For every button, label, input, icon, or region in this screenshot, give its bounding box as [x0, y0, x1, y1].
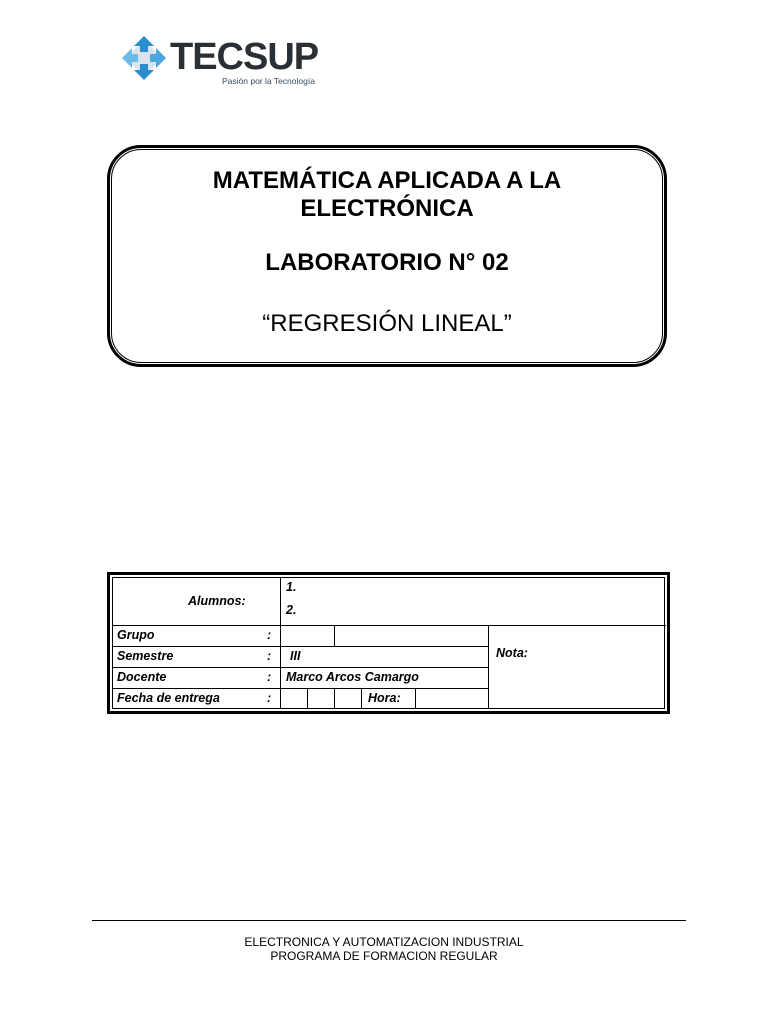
- grid-line: [307, 688, 308, 709]
- tecsup-emblem-icon: [120, 34, 168, 82]
- footer-program: PROGRAMA DE FORMACION REGULAR: [270, 949, 498, 963]
- tecsup-logo: [120, 34, 320, 90]
- footer-department: ELECTRONICA Y AUTOMATIZACION INDUSTRIAL: [244, 935, 524, 949]
- fecha-colon: :: [267, 691, 272, 705]
- course-title-text: MATEMÁTICA APLICADA A LA ELECTRÓNICA: [212, 167, 562, 222]
- grid-line: [488, 625, 489, 709]
- grid-line: [334, 625, 335, 646]
- semestre-label: Semestre: [117, 649, 174, 663]
- semestre-value: III: [290, 649, 301, 663]
- grupo-label: Grupo: [117, 628, 155, 642]
- fecha-label: Fecha de entrega: [117, 691, 220, 705]
- semestre-colon: :: [267, 649, 272, 663]
- lab-number: LABORATORIO N° 02: [265, 249, 509, 276]
- grupo-field[interactable]: [282, 626, 332, 645]
- grupo-colon: :: [267, 628, 272, 642]
- grid-line: [280, 577, 281, 709]
- alumnos-label: Alumnos:: [188, 594, 246, 608]
- alumno-2-field[interactable]: 2.: [286, 603, 297, 617]
- alumno-1-field[interactable]: 1.: [286, 580, 297, 594]
- grid-line: [112, 625, 666, 626]
- grid-line: [361, 688, 362, 709]
- docente-colon: :: [267, 670, 272, 684]
- grid-line: [415, 688, 416, 709]
- logo-wordmark: TECSUP: [170, 36, 319, 78]
- grid-line: [112, 667, 488, 668]
- nota-label: Nota:: [496, 646, 528, 660]
- hora-label: Hora:: [368, 691, 401, 705]
- title-box: [107, 145, 667, 367]
- student-info-table: [107, 572, 670, 714]
- grid-line: [112, 646, 488, 647]
- footer-divider: [92, 920, 686, 921]
- lab-topic: “REGRESIÓN LINEAL”: [262, 310, 512, 337]
- docente-value: Marco Arcos Camargo: [286, 670, 419, 684]
- logo-tagline: Pasión por la Tecnología: [222, 76, 315, 86]
- docente-label: Docente: [117, 670, 167, 684]
- grid-line: [334, 688, 335, 709]
- course-title: [107, 167, 667, 223]
- grid-line: [112, 688, 488, 689]
